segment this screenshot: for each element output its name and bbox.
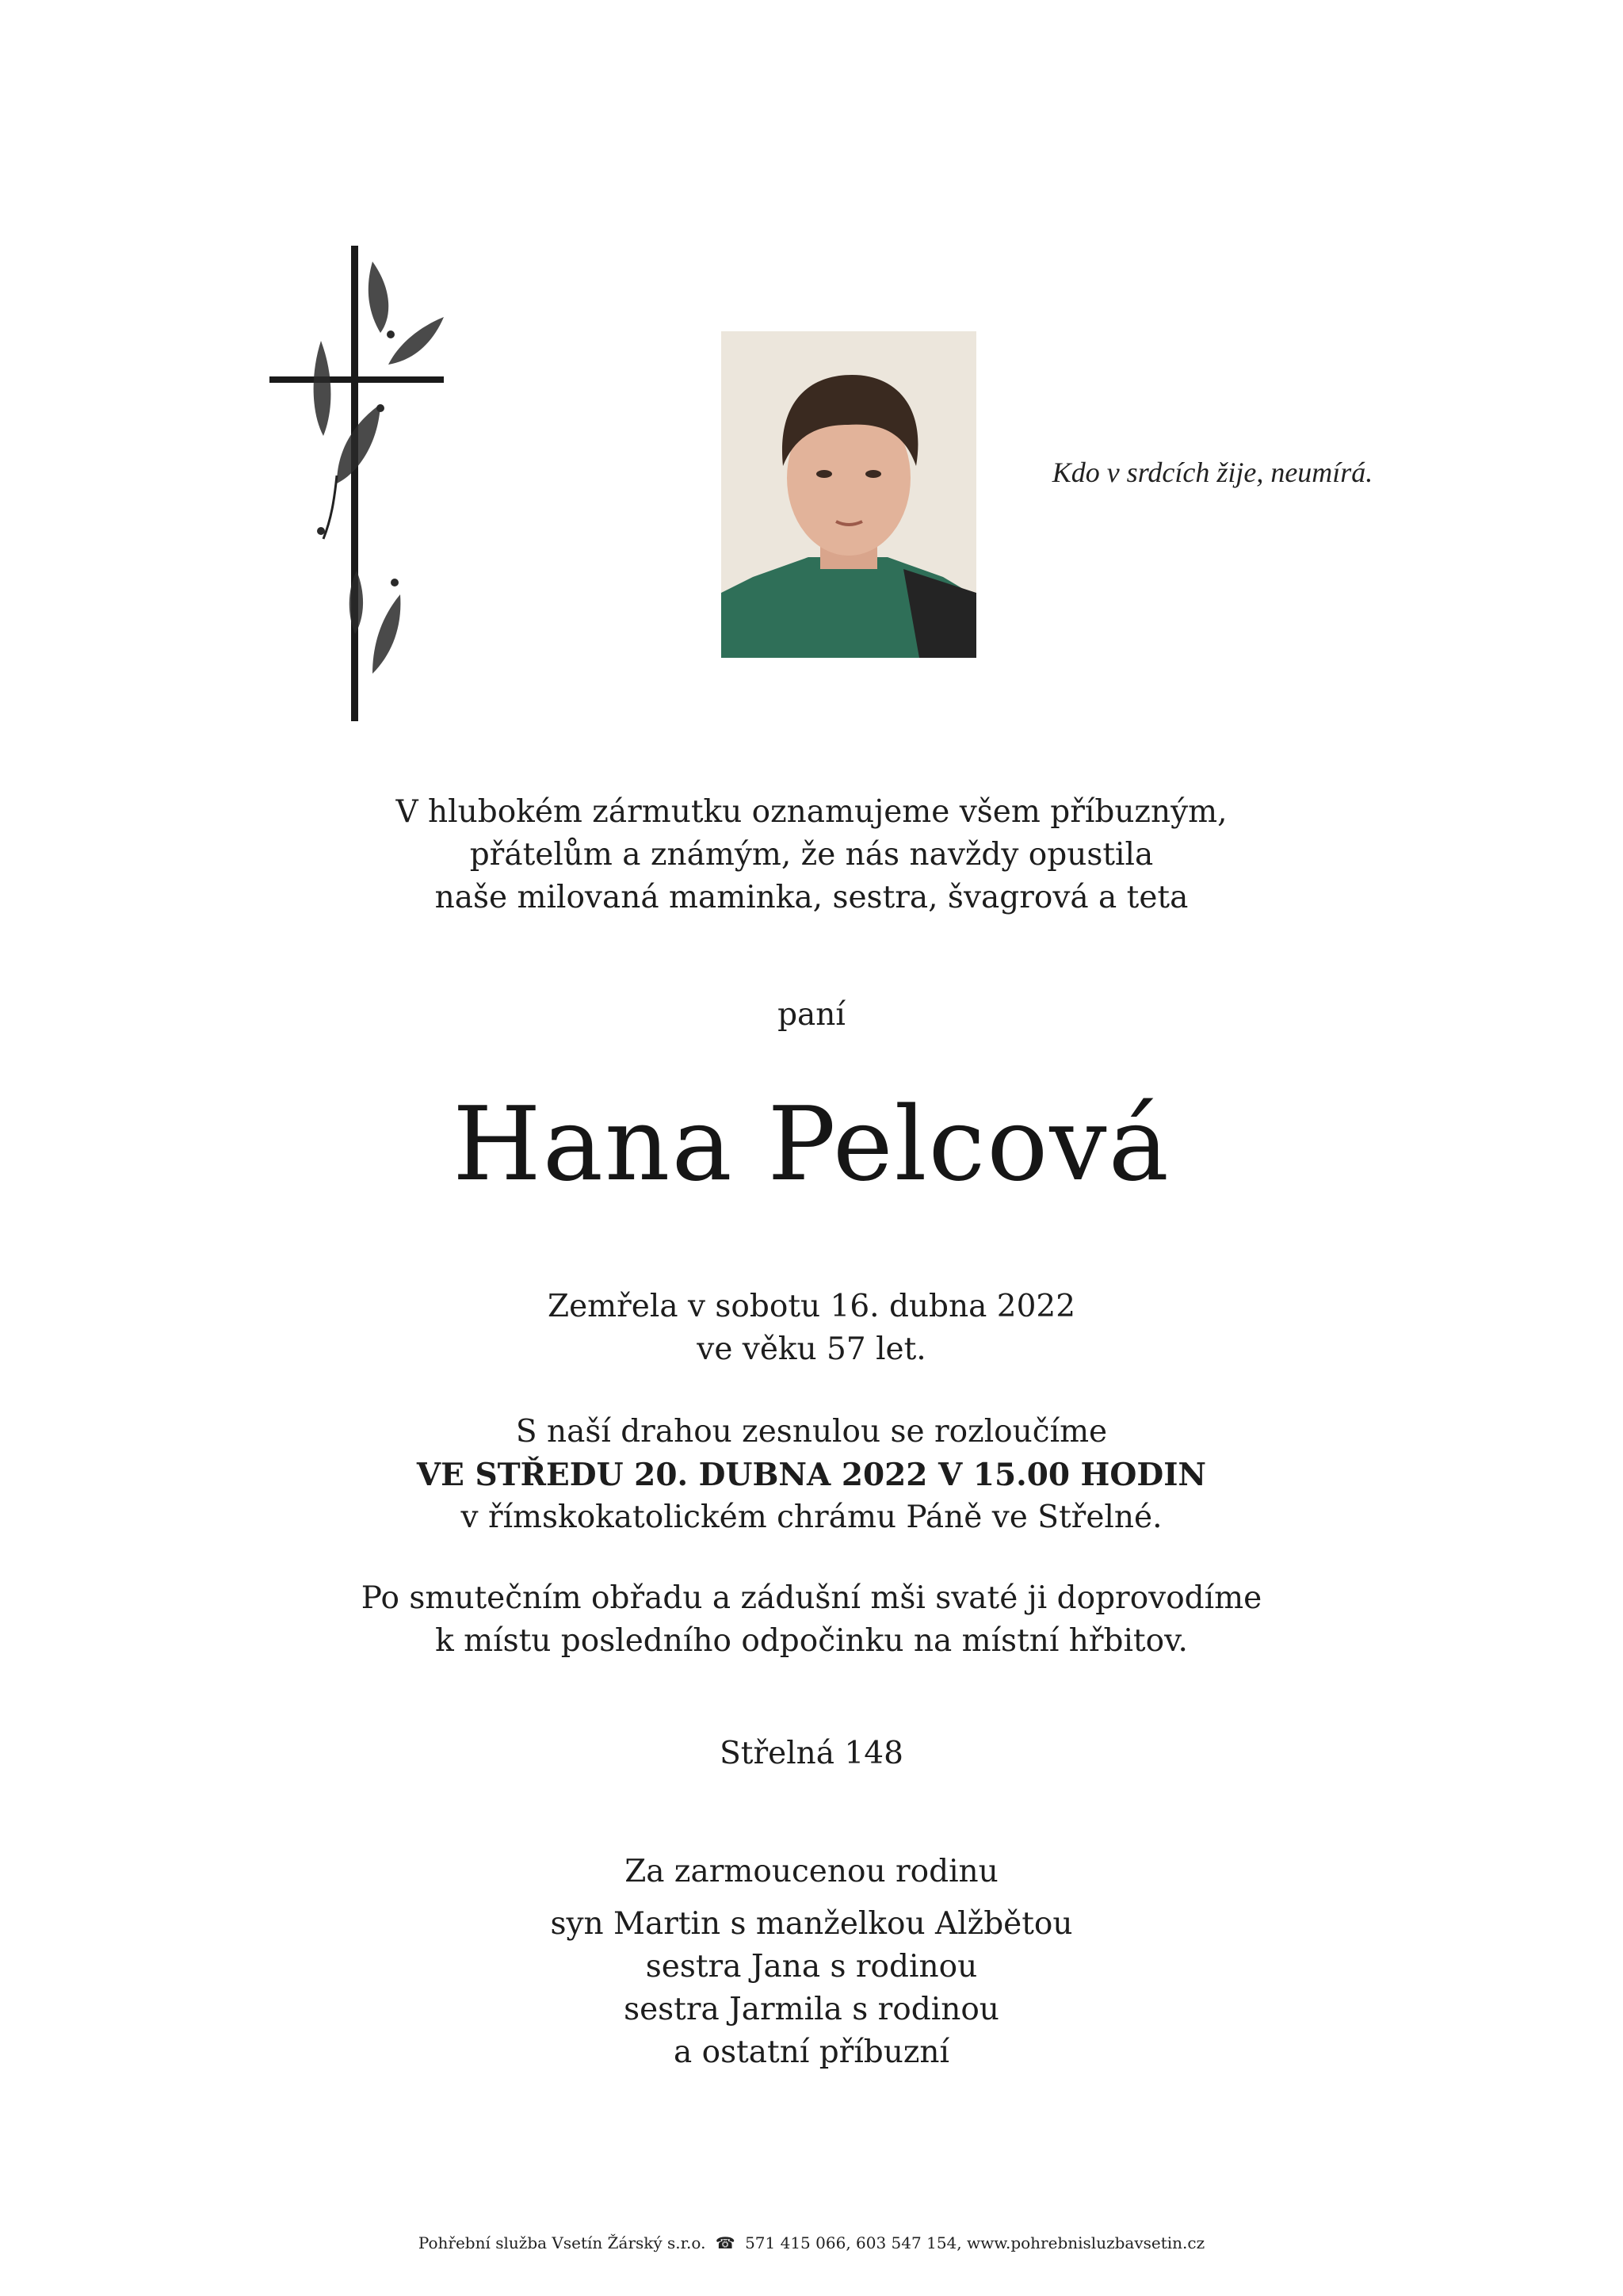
deceased-name: Hana Pelcová: [453, 1086, 1170, 1204]
funeral-place: v římskokatolickém chrámu Páně ve Střelné.: [460, 1499, 1163, 1535]
portrait-photo: [721, 331, 976, 658]
funeral-info: [0, 1411, 1623, 1539]
burial-line: Po smutečním obřadu a zádušní mši svaté ji doprovodíme: [361, 1580, 1262, 1616]
funeral-intro: S naší drahou zesnulou se rozloučíme: [515, 1414, 1108, 1450]
funeral-datetime: VE STŘEDU 20. DUBNA 2022 V 15.00 HODIN: [416, 1457, 1207, 1493]
address: Střelná 148: [720, 1736, 903, 1771]
intro-line: V hlubokém zármutku oznamujeme všem příbuzným,: [395, 794, 1228, 830]
family-member: sestra Jarmila s rodinou: [624, 1992, 999, 2027]
website-link[interactable]: www.pohrebnisluzbavsetin.cz: [966, 2233, 1205, 2252]
family-member: a ostatní příbuzní: [673, 2034, 950, 2070]
cross-with-leaves-icon: [262, 246, 452, 721]
family-member: sestra Jana s rodinou: [645, 1949, 978, 1985]
salutation: paní: [777, 997, 846, 1033]
family-signature: [0, 1851, 1623, 2074]
phone-icon: ☎: [715, 2233, 735, 2252]
intro-text: [0, 791, 1623, 919]
burial-line: k místu posledního odpočinku na místní hřbitov.: [435, 1623, 1188, 1659]
death-info: [0, 1286, 1623, 1371]
footer: [0, 2233, 1623, 2252]
death-date: Zemřela v sobotu 16. dubna 2022: [547, 1289, 1076, 1324]
intro-line: přátelům a známým, že nás navždy opustila: [469, 837, 1154, 873]
age: ve věku 57 let.: [697, 1331, 926, 1367]
family-member: syn Martin s manželkou Alžbětou: [550, 1906, 1073, 1942]
phone-numbers: 571 415 066, 603 547 154,: [745, 2233, 962, 2252]
family-heading: Za zarmoucenou rodinu: [624, 1854, 999, 1889]
burial-info: [0, 1577, 1623, 1663]
motto: Kdo v srdcích žije, neumírá.: [1052, 457, 1373, 488]
company-name: Pohřební služba Vsetín Žárský s.r.o.: [418, 2233, 706, 2252]
intro-line: naše milovaná maminka, sestra, švagrová a teta: [434, 880, 1189, 915]
